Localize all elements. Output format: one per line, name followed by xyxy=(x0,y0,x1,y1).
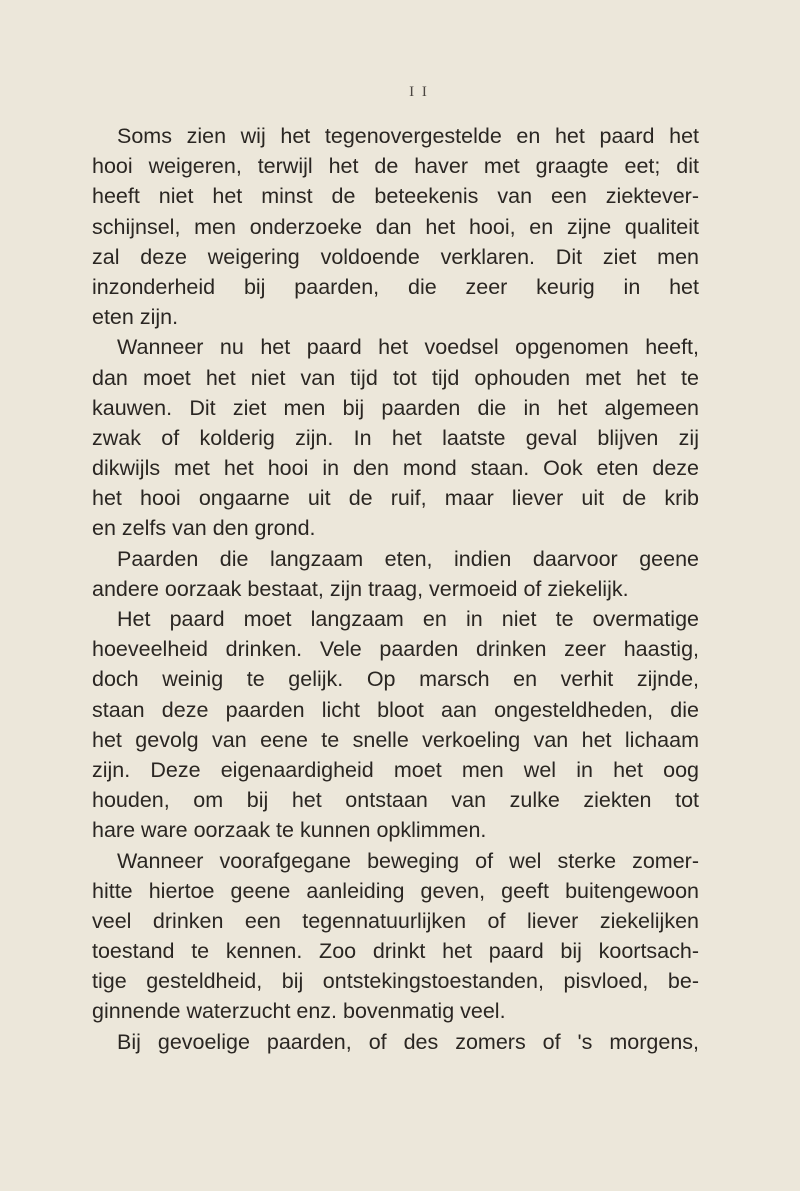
text-line: inzonderheid bij paarden, die zeer keurig in het xyxy=(92,274,699,299)
text-line: veel drinken een tegennatuurlijken of liever ziekelijken xyxy=(92,908,699,933)
text-line: hoeveelheid drinken. Vele paarden drinken zeer haastig, xyxy=(92,637,699,662)
text-line: het hooi ongaarne uit de ruif, maar liever uit de krib xyxy=(92,486,699,511)
text-line: staan deze paarden licht bloot aan ongesteldheden, die xyxy=(92,697,699,722)
text-line: zal deze weigering voldoende verklaren. Dit ziet men xyxy=(92,244,699,269)
text-line: toestand te kennen. Zoo drinkt het paard bij koortsach- xyxy=(92,939,699,964)
text-line: Wanneer nu het paard het voedsel opgenomen heeft, xyxy=(117,335,699,360)
text-line: hooi weigeren, terwijl het de haver met graagte eet; dit xyxy=(92,154,699,179)
text-line: Wanneer voorafgegane beweging of wel sterke zomer- xyxy=(117,848,699,873)
page-number: I I xyxy=(409,84,429,100)
text-line: zwak of kolderig zijn. In het laatste geval blijven zij xyxy=(92,425,699,450)
text-line: Het paard moet langzaam en in niet te overmatige xyxy=(117,607,699,631)
text-line: houden, om bij het ontstaan van zulke ziekten tot xyxy=(92,788,699,813)
text-line: kauwen. Dit ziet men bij paarden die in het algemeen xyxy=(92,395,699,420)
text-line: dikwijls met het hooi in den mond staan. Ook eten deze xyxy=(92,456,699,481)
text-line: het gevolg van eene te snelle verkoeling van het lichaam xyxy=(92,727,699,752)
text-line: hare ware oorzaak te kunnen opklimmen. xyxy=(92,818,487,843)
text-line: doch weinig te gelijk. Op marsch en verhit zijnde, xyxy=(92,667,699,692)
text-line: dan moet het niet van tijd tot tijd ophouden met het te xyxy=(92,365,699,390)
text-line: en zelfs van den grond. xyxy=(92,516,316,541)
text-line: eten zijn. xyxy=(92,305,179,330)
text-line: Bij gevoelige paarden, of des zomers of 's morgens, xyxy=(117,1029,699,1054)
text-line: ginnende waterzucht enz. bovenmatig veel. xyxy=(92,999,506,1024)
text-line: andere oorzaak bestaat, zijn traag, vermoeid of ziekelijk. xyxy=(92,576,629,601)
body-text xyxy=(92,121,699,1057)
text-line: heeft niet het minst de beteekenis van een ziektever- xyxy=(92,184,699,209)
text-line: Soms zien wij het tegenovergestelde en het paard het xyxy=(117,124,699,148)
text-line: hitte hiertoe geene aanleiding geven, geeft buitengewoon xyxy=(92,878,699,903)
text-line: zijn. Deze eigenaardigheid moet men wel in het oog xyxy=(92,757,699,782)
text-line: schijnsel, men onderzoeke dan het hooi, en zijne qualiteit xyxy=(92,214,699,239)
text-line: Paarden die langzaam eten, indien daarvoor geene xyxy=(117,546,699,571)
text-line: tige gesteldheid, bij ontstekingstoestanden, pisvloed, be- xyxy=(92,969,699,994)
